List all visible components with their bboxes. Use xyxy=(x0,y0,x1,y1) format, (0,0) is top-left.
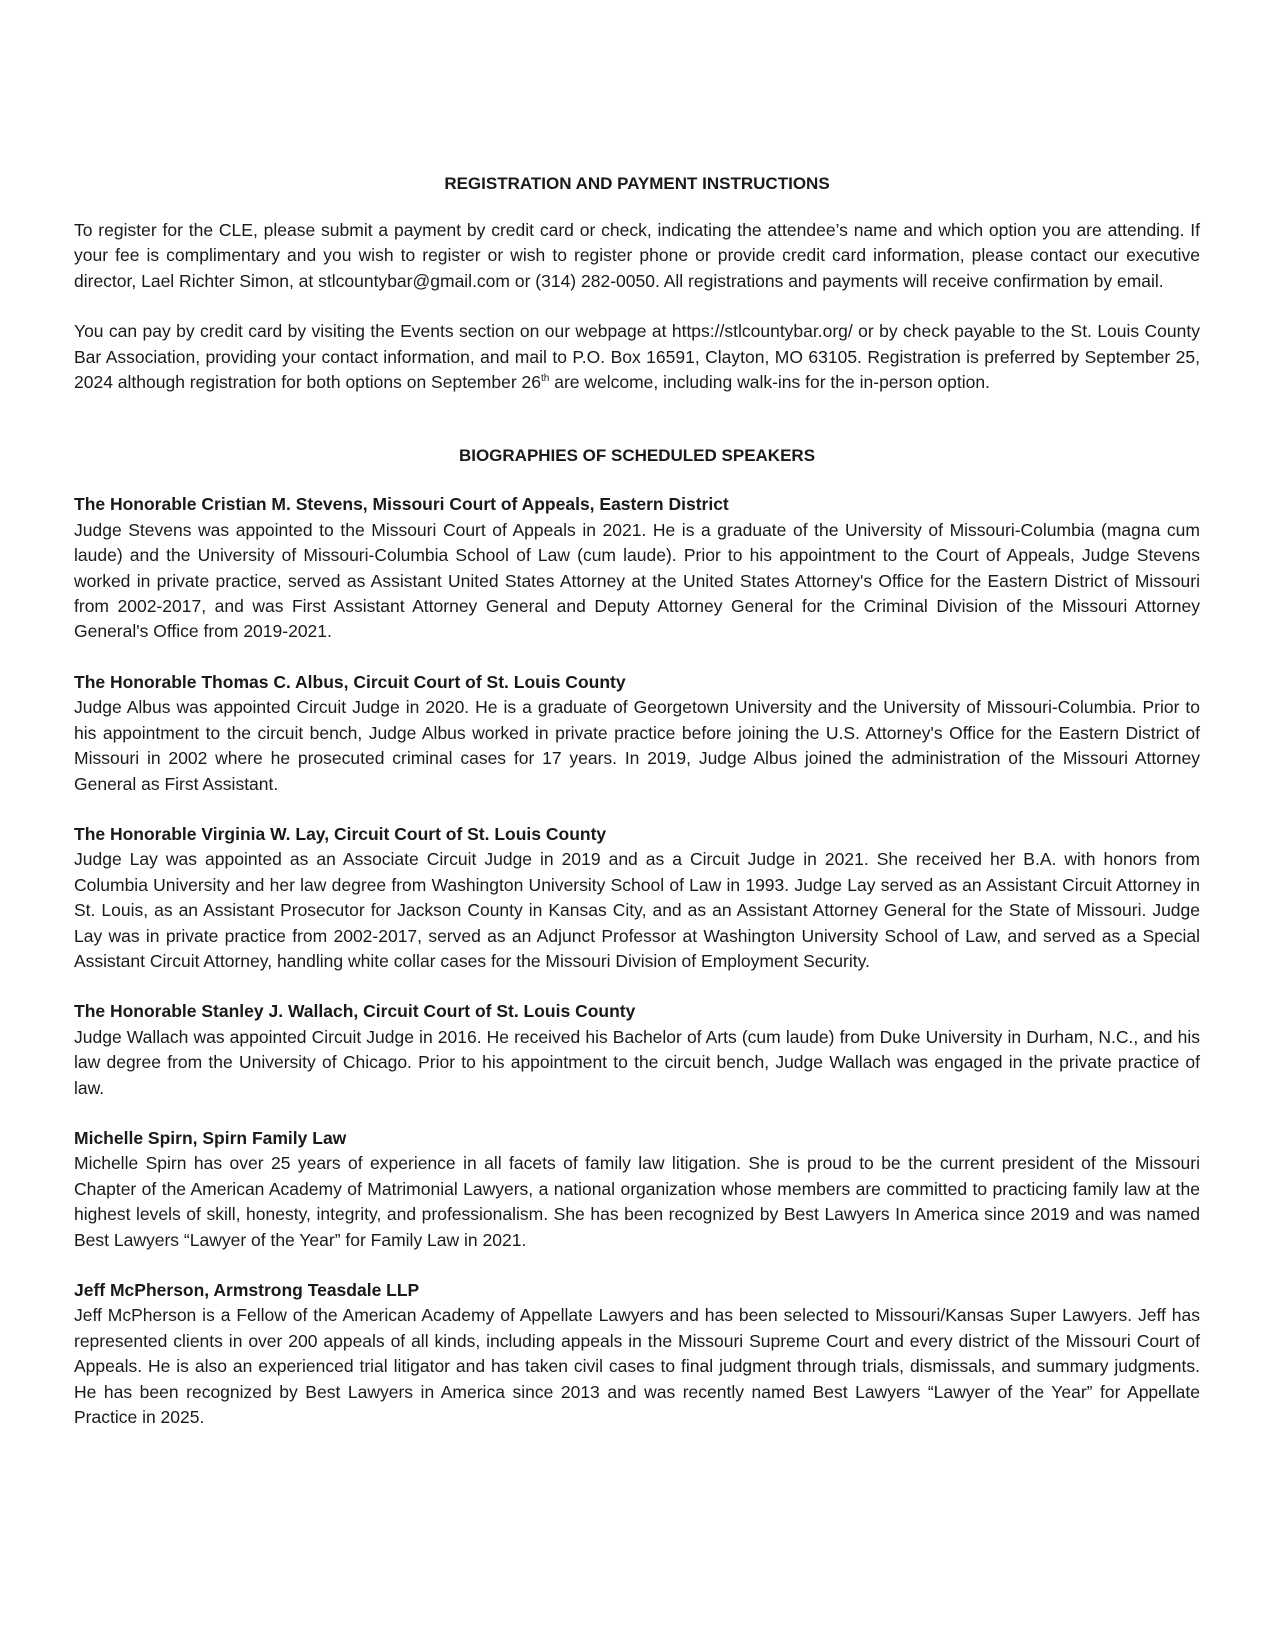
biographies-heading: BIOGRAPHIES OF SCHEDULED SPEAKERS xyxy=(458,446,816,466)
speaker-name: Michelle Spirn, Spirn Family Law xyxy=(74,1127,347,1148)
speaker-bio-lay xyxy=(74,822,1200,974)
speaker-bio-text: Judge Albus was appointed Circuit Judge in 2020. He is a graduate of Georgetown University and the University of Missouri-Columbia. Prior to his appointment to the circuit bench, Judge Albus worked in private practice before joining the U.S. Attorney's Office for the Eastern District of Missouri in 2002 where he prosecuted criminal cases for 17 years. In 2019, Judge Albus joined the administration of the Missouri Attorney General as First Assistant. xyxy=(74,697,1200,794)
speaker-bio-wallach xyxy=(74,999,1200,1101)
speaker-bio-mcpherson xyxy=(74,1278,1200,1430)
speaker-bio-text: Judge Stevens was appointed to the Missouri Court of Appeals in 2021. He is a graduate of the University of Missouri-Columbia (magna cum laude) and the University of Missouri-Columbia School of Law (cum laude). Prior to his appointment to the Court of Appeals, Judge Stevens worked in private practice, served as Assistant United States Attorney at the United States Attorney's Office for the Eastern District of Missouri from 2002-2017, and was First Assistant Attorney General and Deputy Attorney General for the Criminal Division of the Missouri Attorney General's Office from 2019-2021. xyxy=(74,519,1200,642)
speaker-bio-albus xyxy=(74,670,1200,797)
speaker-name: The Honorable Virginia W. Lay, Circuit Court of St. Louis County xyxy=(74,823,607,844)
speaker-name: The Honorable Stanley J. Wallach, Circuit Court of St. Louis County xyxy=(74,1001,636,1022)
speaker-bio-spirn xyxy=(74,1126,1200,1253)
registration-paragraph-2-text: You can pay by credit card by visiting the Events section on our webpage at https://stlcountybar.org/ or by check payable to the St. Louis County Bar Association, providing your contact information, and mail to P.O. Box 16591, Clayton, MO 63105. Registration is preferred by September 25, 2024 although registration for both options on September 26 xyxy=(74,321,1200,393)
speaker-bio-text: Jeff McPherson is a Fellow of the American Academy of Appellate Lawyers and has been selected to Missouri/Kansas Super Lawyers. Jeff has represented clients in over 200 appeals of all kinds, including appeals in the Missouri Supreme Court and every district of the Missouri Court of Appeals. He is also an experienced trial litigator and has taken civil cases to final judgment through trials, dismissals, and summary judgments. He has been recognized by Best Lawyers in America since 2013 and was recently named Best Lawyers “Lawyer of the Year” for Appellate Practice in 2025. xyxy=(74,1305,1200,1428)
speaker-bio-text: Judge Lay was appointed as an Associate Circuit Judge in 2019 and as a Circuit Judge in 2021. She received her B.A. with honors from Columbia University and her law degree from Washington University School of Law in 1993. Judge Lay served as an Assistant Circuit Attorney in St. Louis, as an Assistant Prosecutor for Jackson County in Kansas City, and as an Assistant Attorney General for the State of Missouri. Judge Lay was in private practice from 2002-2017, served as an Adjunct Professor at Washington University School of Law, and served as a Special Assistant Circuit Attorney, handling white collar cases for the Missouri Division of Employment Security. xyxy=(74,849,1200,971)
speaker-bio-stevens xyxy=(74,492,1200,644)
speaker-bio-text: Michelle Spirn has over 25 years of experience in all facets of family law litigation. She is proud to be the current president of the Missouri Chapter of the American Academy of Matrimonial Lawyers, a national organization whose members are committed to practicing family law at the highest levels of skill, honesty, integrity, and professionalism. She has been recognized by Best Lawyers In America since 2019 and was named Best Lawyers “Lawyer of the Year” for Family Law in 2021. xyxy=(74,1153,1200,1250)
speaker-name: The Honorable Thomas C. Albus, Circuit Court of St. Louis County xyxy=(74,671,626,692)
registration-paragraph-2 xyxy=(74,319,1200,395)
registration-heading: REGISTRATION AND PAYMENT INSTRUCTIONS xyxy=(444,174,830,193)
registration-paragraph-1: To register for the CLE, please submit a payment by credit card or check, indicating the attendee’s name and which option you are attending. If your fee is complimentary and you wish to register or wish to register phone or provide credit card information, please contact our executive director, Lael Richter Simon, at stlcountybar@gmail.com or (314) 282-0050. All registrations and payments will receive confirmation by email. xyxy=(74,220,1200,291)
registration-paragraph-2-text-end: are welcome, including walk-ins for the in-person option. xyxy=(549,372,990,393)
speaker-name: Jeff McPherson, Armstrong Teasdale LLP xyxy=(74,1280,420,1300)
speaker-bio-text: Judge Wallach was appointed Circuit Judge in 2016. He received his Bachelor of Arts (cum laude) from Duke University in Durham, N.C., and his law degree from the University of Chicago. Prior to his appointment to the circuit bench, Judge Wallach was engaged in the private practice of law. xyxy=(74,1026,1200,1098)
document-page xyxy=(74,172,1200,1430)
ordinal-suffix: th xyxy=(541,373,550,385)
speaker-name: The Honorable Cristian M. Stevens, Missouri Court of Appeals, Eastern District xyxy=(74,494,729,515)
